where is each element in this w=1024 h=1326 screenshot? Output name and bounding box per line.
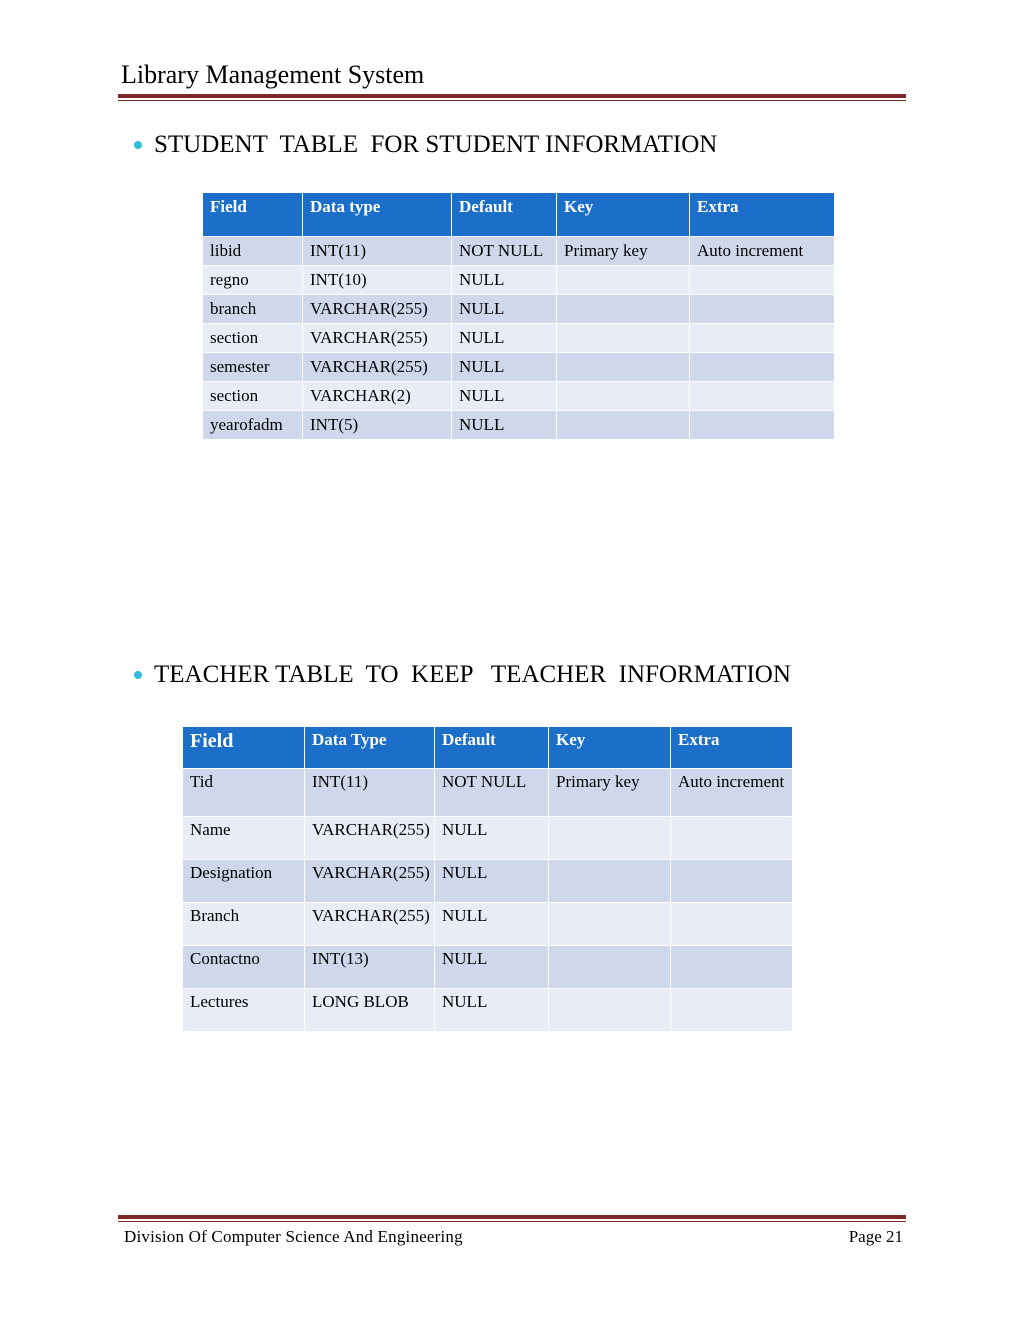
table-cell: NULL [452, 324, 557, 353]
student-heading-text: STUDENT TABLE FOR STUDENT INFORMATION [154, 131, 718, 158]
table-cell [690, 353, 835, 382]
header-rule-thick [118, 94, 906, 98]
table-cell: VARCHAR(255) [305, 817, 435, 860]
table-cell [671, 817, 793, 860]
table-cell: libid [203, 237, 303, 266]
table-cell [557, 324, 690, 353]
table-cell: Designation [183, 860, 305, 903]
table-cell: VARCHAR(255) [303, 353, 452, 382]
table-cell [557, 266, 690, 295]
table-cell: Tid [183, 769, 305, 817]
table-header-row [203, 193, 835, 237]
table-cell: VARCHAR(255) [305, 860, 435, 903]
table-cell: NULL [452, 266, 557, 295]
table-cell: section [203, 382, 303, 411]
table-row [183, 989, 793, 1032]
column-header: Data Type [305, 727, 435, 769]
table-cell: VARCHAR(2) [303, 382, 452, 411]
table-cell [671, 903, 793, 946]
table-cell: NULL [452, 353, 557, 382]
table-cell [549, 860, 671, 903]
table-cell: NOT NULL [452, 237, 557, 266]
column-header: Data type [303, 193, 452, 237]
table-cell: NULL [435, 860, 549, 903]
table-row [183, 769, 793, 817]
table-cell: NULL [435, 903, 549, 946]
table-row [203, 382, 835, 411]
table-cell [557, 353, 690, 382]
teacher-section-heading [134, 661, 791, 689]
table-cell [671, 946, 793, 989]
table-cell: section [203, 324, 303, 353]
bullet-icon [134, 671, 142, 679]
table-cell [671, 860, 793, 903]
table-cell: INT(5) [303, 411, 452, 440]
table-cell: branch [203, 295, 303, 324]
table-cell: INT(10) [303, 266, 452, 295]
table-cell [690, 266, 835, 295]
table-cell: VARCHAR(255) [303, 324, 452, 353]
table-row [183, 903, 793, 946]
table-cell: Name [183, 817, 305, 860]
table-cell: NULL [435, 989, 549, 1032]
table-cell [549, 903, 671, 946]
table-cell [557, 411, 690, 440]
table-cell: INT(13) [305, 946, 435, 989]
table-cell: Branch [183, 903, 305, 946]
table-cell: NULL [452, 382, 557, 411]
column-header: Field [183, 727, 305, 769]
table-cell: LONG BLOB [305, 989, 435, 1032]
table-cell: VARCHAR(255) [303, 295, 452, 324]
footer-rule-thick [118, 1215, 906, 1219]
table-row [203, 295, 835, 324]
header-rule-thin [118, 100, 906, 101]
bullet-icon [134, 141, 142, 149]
table-row [183, 860, 793, 903]
table-cell [557, 382, 690, 411]
column-header: Key [549, 727, 671, 769]
footer-division: Division Of Computer Science And Engineering [124, 1227, 463, 1246]
table-cell: Primary key [549, 769, 671, 817]
page-header-title: Library Management System [121, 60, 425, 89]
table-cell: semester [203, 353, 303, 382]
table-header-row [183, 727, 793, 769]
table-cell [690, 295, 835, 324]
table-cell: regno [203, 266, 303, 295]
column-header: Field [203, 193, 303, 237]
table-cell: NOT NULL [435, 769, 549, 817]
table-cell [557, 295, 690, 324]
table-cell [690, 411, 835, 440]
footer-rule-thin [118, 1221, 906, 1222]
table-cell: NULL [435, 946, 549, 989]
student-table [202, 192, 835, 440]
table-row [183, 817, 793, 860]
table-cell [549, 817, 671, 860]
table-row [203, 411, 835, 440]
teacher-heading-text: TEACHER TABLE TO KEEP TEACHER INFORMATION [154, 661, 791, 688]
table-cell: Lectures [183, 989, 305, 1032]
column-header: Default [452, 193, 557, 237]
table-row [183, 946, 793, 989]
table-cell: INT(11) [305, 769, 435, 817]
table-cell: Auto increment [671, 769, 793, 817]
table-cell [671, 989, 793, 1032]
table-cell: Primary key [557, 237, 690, 266]
column-header: Key [557, 193, 690, 237]
table-cell: yearofadm [203, 411, 303, 440]
footer-page-number: Page 21 [848, 1227, 903, 1246]
column-header: Extra [671, 727, 793, 769]
teacher-table [182, 726, 793, 1032]
table-cell: Contactno [183, 946, 305, 989]
table-cell [549, 989, 671, 1032]
column-header: Default [435, 727, 549, 769]
table-row [203, 266, 835, 295]
table-cell: VARCHAR(255) [305, 903, 435, 946]
table-cell: Auto increment [690, 237, 835, 266]
table-cell: NULL [452, 295, 557, 324]
table-cell [690, 324, 835, 353]
table-cell [549, 946, 671, 989]
table-row [203, 237, 835, 266]
student-section-heading [134, 131, 717, 159]
table-row [203, 353, 835, 382]
column-header: Extra [690, 193, 835, 237]
table-cell [690, 382, 835, 411]
table-cell: NULL [452, 411, 557, 440]
table-cell: INT(11) [303, 237, 452, 266]
table-row [203, 324, 835, 353]
table-cell: NULL [435, 817, 549, 860]
